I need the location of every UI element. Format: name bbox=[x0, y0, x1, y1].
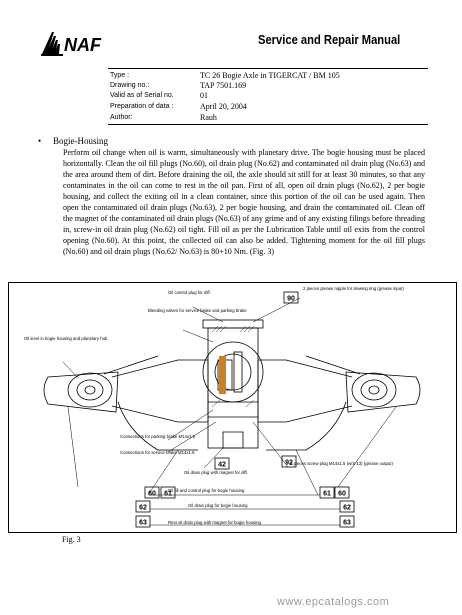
label-oil-drain-diff: Oil drain plug with magnet for diff. bbox=[184, 470, 248, 475]
section-heading: Bogie-Housing bbox=[53, 136, 108, 146]
label-screw-plug: 2 pieces screw plug M14x1.5 (w/S 13) (grease output) bbox=[290, 461, 393, 466]
meta-value: April 20, 2004 bbox=[200, 102, 247, 111]
part-number-42: 42 bbox=[218, 461, 226, 469]
naf-logo bbox=[40, 30, 115, 58]
part-number-92: 92 bbox=[285, 459, 293, 467]
label-rest-oil-drain: Rest oil drain plug with magnet for bogie housing bbox=[168, 520, 261, 525]
bullet: • bbox=[38, 136, 42, 146]
part-number-90: 90 bbox=[287, 295, 295, 303]
part-number-62-left: 62 bbox=[139, 504, 147, 512]
meta-value: 01 bbox=[200, 91, 208, 100]
naf-logo-emblem bbox=[41, 32, 63, 56]
label-connections-parking: Connections for parking brake M14x1.5 bbox=[120, 434, 195, 439]
figure-caption: Fig. 3 bbox=[62, 535, 81, 544]
bogie-axle-drawing bbox=[8, 282, 457, 533]
page-title: Service and Repair Manual bbox=[258, 32, 401, 47]
part-number-61-left: 61 bbox=[164, 490, 172, 498]
part-number-61-right: 61 bbox=[323, 490, 331, 498]
meta-label: Author: bbox=[110, 114, 133, 121]
section-body: Perform oil change when oil is warm, simultaneously with planetary drive. The bogie housing must be placed horizontally. Clean the oil fill plugs (No.60), oil drain plug (No.62) and contaminated oil drain plug (No.63) and the area around them of dirt. Before draining the oil, the axle should sit still for at least 30 minutes, so that any contaminates in the oil can come to rest in the oil pan. First of all, open oil drain plugs (No.62), 2 per bogie housing, and collect the exiting oil in a clean container, since this portion of the oil can be used again. Then open the contaminated oil drain plugs (No.63), 2 per bogie housing, and drain the contaminated oil. Clean off the magnet of the contaminated oil drain plugs (No.63) of any grime and of any existing filings before threading in, screw-in oil drain plug (No.62) oil tight. Fill oil as per the Lubrication Table until oil exits from the control opening (No.60). At this point, the collected oil can also be added. Tightening moment for the oil fill plugs (No.60) and oil drain plugs (No.62/ No.63) is 80+10 Nm. (Fig. 3) bbox=[63, 148, 425, 256]
meta-value: TAP 7501.169 bbox=[200, 81, 247, 90]
meta-value: Rauh bbox=[200, 113, 217, 122]
watermark-link[interactable]: www.epcatalogs.com bbox=[277, 596, 390, 608]
label-oil-fill-control: Oil fill and control plug for bogie housing bbox=[168, 488, 245, 493]
meta-label: Type : bbox=[110, 72, 130, 79]
part-number-60-left: 60 bbox=[148, 490, 156, 498]
meta-label: Preparation of data : bbox=[110, 103, 174, 110]
meta-divider bbox=[108, 124, 428, 125]
header-divider bbox=[108, 68, 428, 69]
part-number-63-left: 63 bbox=[139, 519, 147, 527]
label-oil-control-plug: Oil control plug for diff. bbox=[168, 290, 211, 295]
oil-level-marker bbox=[219, 356, 226, 394]
label-oil-level-bogie: Oil level in bogie housing and planetary hub bbox=[24, 336, 108, 341]
label-oil-drain-bogie: Oil drain plug for bogie housing bbox=[188, 503, 248, 508]
part-number-62-right: 62 bbox=[343, 504, 351, 512]
meta-label: Drawing no.: bbox=[110, 82, 150, 89]
meta-value: TC 26 Bogie Axle in TIGERCAT / BM 105 bbox=[200, 71, 340, 80]
label-bleeding-valves: Bleeding valves for service brake and parking brake bbox=[148, 308, 247, 313]
part-number-63-right: 63 bbox=[343, 519, 351, 527]
meta-label: Valid as of Serial no. bbox=[110, 92, 174, 99]
label-grease-nipple: 2 pieces grease nipple for slewing ring (grease input) bbox=[303, 286, 404, 291]
naf-logo-text: NAF bbox=[64, 35, 101, 55]
label-connections-service: Connections for service brake M14x1.5 bbox=[120, 450, 195, 455]
part-number-60-right: 60 bbox=[338, 490, 346, 498]
